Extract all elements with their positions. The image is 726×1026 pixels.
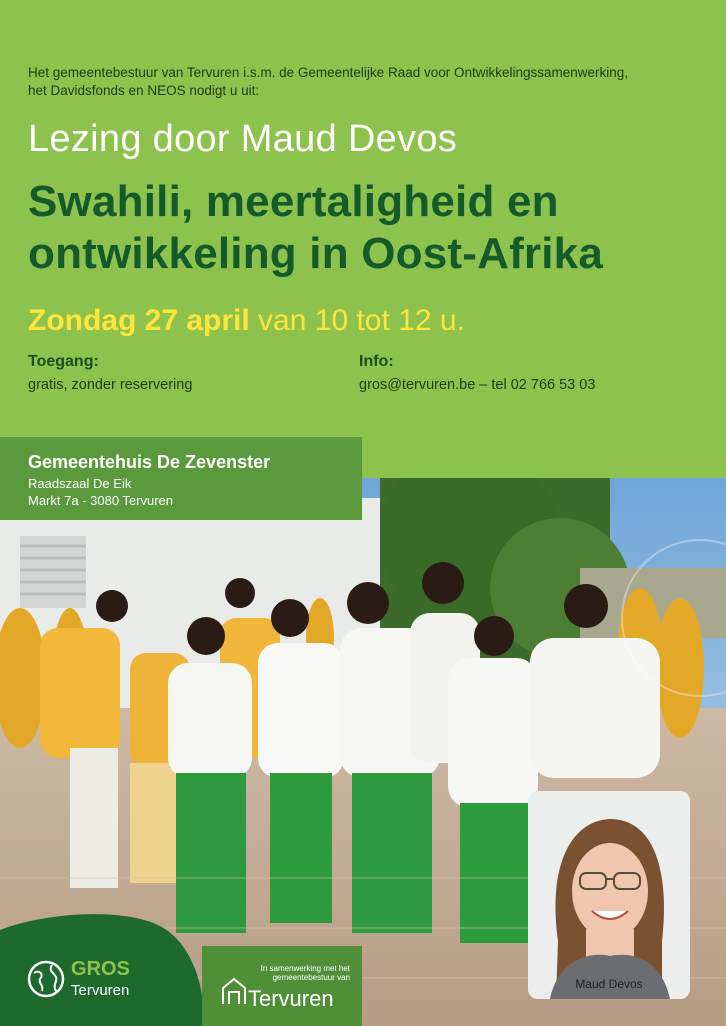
lecture-title — [28, 176, 708, 280]
info-label: Info: — [359, 353, 394, 370]
event-time: van 10 tot 12 u. — [249, 304, 465, 337]
partner-note-line-1: In samenwerking met het — [260, 964, 350, 973]
venue-box — [0, 437, 362, 520]
intro-line-2: het Davidsfonds en NEOS nodigt u uit: — [28, 83, 260, 98]
gros-logo-place: Tervuren — [71, 982, 130, 999]
globe-icon — [26, 959, 66, 999]
title-line-2: ontwikkeling in Oost-Afrika — [28, 229, 604, 278]
access-value: gratis, zonder reservering — [28, 377, 193, 393]
speaker-heading: Lezing door Maud Devos — [28, 118, 458, 160]
venue-address: Markt 7a - 3080 Tervuren — [28, 493, 173, 508]
title-line-1: Swahili, meertaligheid en — [28, 177, 559, 226]
intro-text — [28, 64, 688, 100]
portrait-caption: Maud Devos — [575, 977, 643, 991]
event-date — [28, 304, 465, 338]
portrait-image — [528, 791, 690, 999]
partner-name: Tervuren — [248, 986, 334, 1011]
venue-name: Gemeentehuis De Zevenster — [28, 452, 271, 472]
gros-logo-name: GROS — [71, 958, 130, 980]
event-day: Zondag 27 april — [28, 304, 250, 337]
info-value[interactable]: gros@tervuren.be – tel 02 766 53 03 — [359, 377, 596, 393]
venue-room: Raadszaal De Eik — [28, 476, 132, 491]
speaker-portrait — [528, 791, 690, 999]
tervuren-logo-icon — [220, 976, 248, 1006]
access-label: Toegang: — [28, 353, 99, 370]
intro-line-1: Het gemeentebestuur van Tervuren i.s.m. de Gemeentelijke Raad voor Ontwikkelingssamenwerking, — [28, 65, 629, 80]
partner-note-line-2: gemeentebestuur van — [272, 973, 350, 982]
partner-box — [202, 946, 362, 1026]
